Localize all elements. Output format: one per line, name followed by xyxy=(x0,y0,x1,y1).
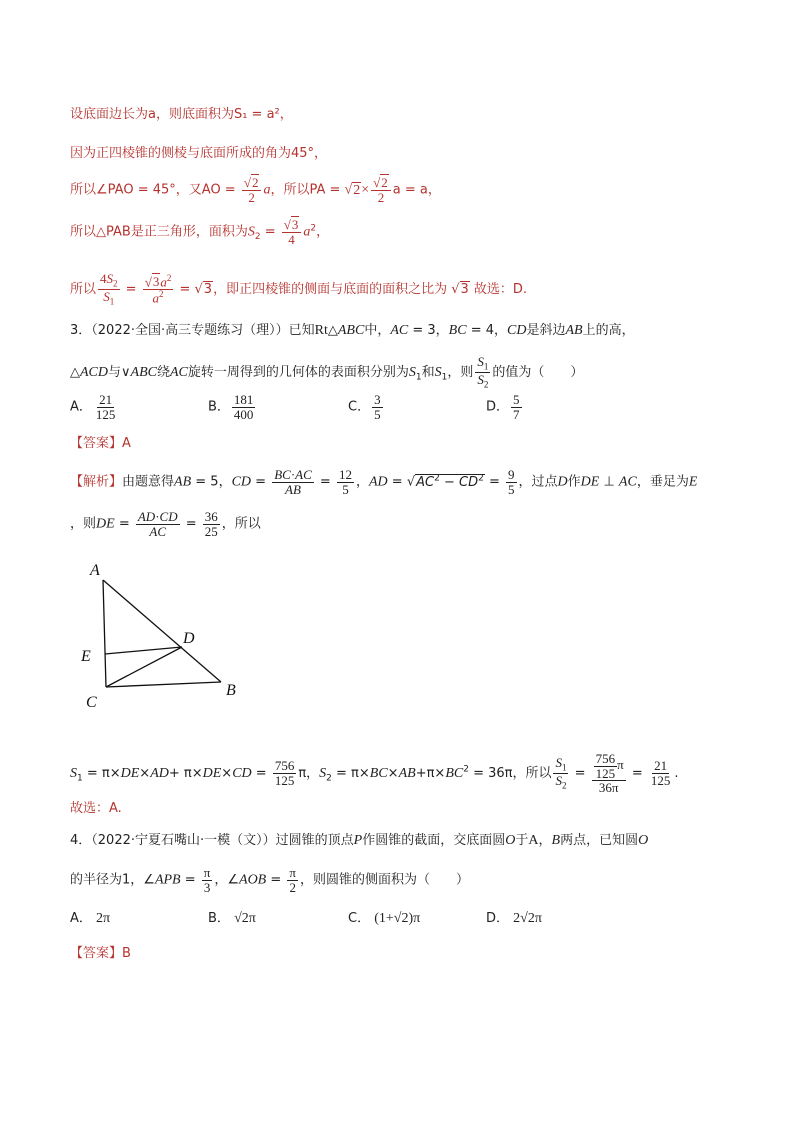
q3-option-d[interactable]: D． $\frac{5}{7}$ xyxy=(486,392,520,422)
q4-option-c[interactable]: C． (1+√2)π xyxy=(348,911,421,926)
q3-option-a[interactable]: A． $\frac{21}{125}$ xyxy=(70,392,116,422)
q3-calc-line: $S_1 = \pi\times DE\times AD+ \pi\times DE\times CD$ = $\frac{756}{125}$ π，$S_2 = \pi\times BC\times AB+\pi\times BC^2 = 36\pi$，所以 $\frac{S_1}{S_2}$ = $\frac{756}{125}$ π 36π = $\frac{21}{125}$ . xyxy=(70,751,679,796)
q4-answer: 【答案】B xyxy=(70,946,131,961)
segment-ac xyxy=(103,580,106,687)
q4-option-d[interactable]: D． 2√2π xyxy=(486,911,542,926)
q3-answer: 【答案】A xyxy=(70,436,131,451)
q3-option-b[interactable]: B． $\frac{181}{400}$ xyxy=(208,392,254,422)
label-d: D xyxy=(183,630,195,647)
label-a: A xyxy=(90,562,100,579)
triangle-diagram xyxy=(78,555,258,715)
segment-cb xyxy=(106,682,221,687)
label-c: C xyxy=(86,694,97,711)
label-b: B xyxy=(226,682,236,699)
q4-option-b[interactable]: B． √2π xyxy=(208,911,256,926)
q3-conclusion: 故选：A. xyxy=(70,801,122,816)
q4-option-a[interactable]: A． 2π xyxy=(70,911,111,926)
q3-stem-line-1: 3．（2022·全国·高三专题练习（理））已知Rt△ABC中，AC = 3，BC = 4，CD是斜边AB上的高， xyxy=(70,323,635,338)
fraction-sqrt2-over-2: $\frac{√2}{2}$ xyxy=(242,176,262,204)
solution-line-2: 因为正四棱锥的侧棱与底面所成的角为45°， xyxy=(70,146,328,161)
q3-analysis-line-2: ，则DE = $\frac{AD\cdot CD}{AC}$ = $\frac{36}{25}$ ，所以 xyxy=(70,509,261,539)
solution-line-3: 所以∠PAO = 45°，又AO = $\frac{√2}{2}$ a，所以PA = √2× $\frac{√2}{2}$ a = a， xyxy=(70,175,441,205)
q4-stem-line-1: 4．（2022·宁夏石嘴山·一模（文））过圆锥的顶点P作圆锥的截面，交底面圆O于A，B两点，已知圆O xyxy=(70,833,649,848)
solution-line-4: 所以△PAB是正三角形，面积为$S_2$ = $\frac{√3}{4}$ $a^2$， xyxy=(70,217,330,247)
solution-line-5: 所以 $\frac{4S_2}{S_1}$ = $\frac{√3a^2}{a^2}$ = √3，即正四棱锥的侧面与底面的面积之比为 √3 故选：D. xyxy=(70,271,528,307)
q3-analysis-line-1: 【解析】由题意得AB = 5，CD = $\frac{BC\cdot AC}{AB}$ = $\frac{12}{5}$ ，AD = $√AC^2 - CD^2$ = $\frac{9}{5}$ ，过点D作DE ⊥ AC，垂足为E xyxy=(70,467,698,497)
segment-ab xyxy=(103,580,221,682)
q3-stem-line-2: △ACD与∨ABC绕AC旋转一周得到的几何体的表面积分别为$S_1$和$S_1$，则 $\frac{S_1}{S_2}$ 的值为（ ） xyxy=(70,354,584,390)
solution-line-1: 设底面边长为a，则底面积为S₁ = a²， xyxy=(70,107,293,122)
q3-option-c[interactable]: C． $\frac{3}{5}$ xyxy=(348,392,381,422)
label-e: E xyxy=(81,648,91,665)
q4-stem-line-2: 的半径为1，∠APB = $\frac{\pi}{3}$ ，∠AOB = $\frac{\pi}{2}$ ，则圆锥的侧面积为（ ） xyxy=(70,865,469,895)
